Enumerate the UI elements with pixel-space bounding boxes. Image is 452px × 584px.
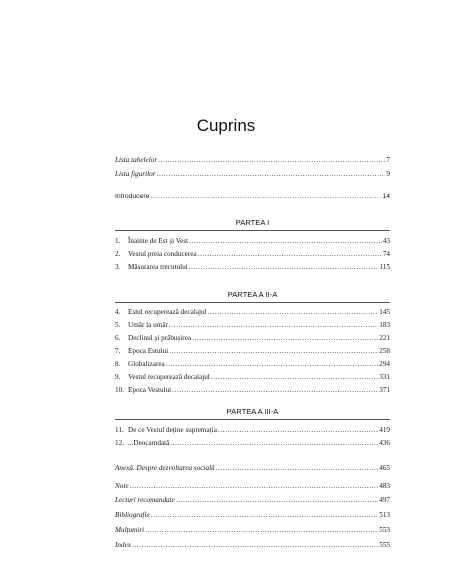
toc-entry-title: ...Deocamdată (128, 439, 170, 447)
toc-entry-page: 465 (379, 464, 390, 472)
toc-entry-title: Măsurarea trecutului (128, 263, 188, 271)
toc-entry-chapter[interactable] (115, 346, 390, 357)
toc-entry-chapter[interactable] (115, 333, 390, 344)
leader-dots (189, 236, 382, 247)
divider (115, 230, 390, 231)
divider (115, 419, 390, 420)
toc-entry-page: 7 (386, 156, 390, 164)
toc-entry-acknowledgements[interactable] (115, 525, 390, 536)
toc-entry-page: 513 (379, 511, 390, 519)
toc-entry-title: Bibliografie (115, 511, 150, 519)
toc-entry-chapter[interactable] (115, 249, 390, 260)
leader-dots (150, 191, 381, 202)
toc-entry-title: Note (115, 482, 129, 490)
toc-entry-page: 43 (382, 237, 390, 245)
toc-entry-title: Epoca Estului (128, 347, 169, 355)
leader-dots (151, 510, 378, 521)
leader-dots (145, 525, 378, 536)
toc-entry-title: Introducere (115, 193, 150, 200)
toc-entry-chapter[interactable] (115, 372, 390, 383)
chapter-number: 1. (115, 237, 121, 245)
toc-entry-recommended-reading[interactable] (115, 495, 390, 506)
toc-entry-title: Mulțumiri (115, 526, 145, 534)
toc-entry-page: 294 (379, 360, 390, 368)
chapter-number: 10. (115, 386, 124, 394)
toc-entry-bibliography[interactable] (115, 510, 390, 521)
toc-entry-title: Lista tabelelor (115, 156, 158, 164)
toc-entry-page: 419 (379, 426, 390, 434)
toc-entry-chapter[interactable] (115, 425, 390, 436)
leader-dots (166, 359, 379, 370)
chapter-number: 5. (115, 321, 121, 329)
chapter-number: 8. (115, 360, 121, 368)
leader-dots (218, 425, 378, 436)
chapter-number: 12. (115, 439, 124, 447)
toc-entry-appendix[interactable] (115, 463, 390, 474)
leader-dots (158, 155, 385, 166)
leader-dots (211, 372, 378, 383)
toc-entry-page: 436 (379, 439, 390, 447)
leader-dots (130, 481, 379, 492)
part-heading-2: PARTEA A II-A (227, 290, 278, 299)
toc-entry-page: 371 (379, 386, 390, 394)
divider (115, 302, 390, 303)
toc-entry-title: Vestul preia conducerea (128, 250, 197, 258)
chapter-number: 3. (115, 263, 121, 271)
chapter-number: 6. (115, 334, 121, 342)
toc-entry-page: 258 (379, 347, 390, 355)
toc-entry-index[interactable] (115, 540, 390, 551)
chapter-number: 4. (115, 308, 121, 316)
toc-entry-chapter[interactable] (115, 359, 390, 370)
leader-dots (157, 169, 386, 180)
toc-entry-chapter[interactable] (115, 385, 390, 396)
toc-entry-page: 74 (382, 250, 390, 258)
toc-entry-title: Vestul recuperează decalajul (128, 373, 210, 381)
toc-entry-page: 221 (379, 334, 390, 342)
chapter-number: 11. (115, 426, 124, 434)
toc-entry-chapter[interactable] (115, 262, 390, 273)
leader-dots (132, 540, 378, 551)
toc-entry-title: Index (115, 541, 131, 549)
leader-dots (208, 307, 379, 318)
toc-entry-title: Estul recuperează decalajul (128, 308, 207, 316)
toc-entry-page: 9 (386, 170, 390, 178)
leader-dots (169, 320, 378, 331)
chapter-number: 7. (115, 347, 121, 355)
toc-entry-title: De ce Vestul deține supremația (128, 426, 217, 434)
chapter-number: 2. (115, 250, 121, 258)
chapter-number: 9. (115, 373, 121, 381)
toc-entry-list-of-figures[interactable] (115, 169, 390, 180)
part-heading-1: PARTEA I (235, 218, 270, 227)
toc-entry-page: 483 (379, 482, 390, 490)
toc-entry-page: 331 (379, 373, 390, 381)
toc-entry-notes[interactable] (115, 481, 390, 492)
page-title: Cuprins (196, 116, 256, 135)
toc-entry-list-of-tables[interactable] (115, 155, 390, 166)
toc-entry-title: Anexă. Despre dezvoltarea socială (115, 464, 215, 472)
toc-entry-chapter[interactable] (115, 438, 390, 449)
part-heading-3: PARTEA A III-A (226, 407, 279, 416)
leader-dots (216, 463, 379, 474)
toc-entry-page: 14 (382, 193, 390, 200)
toc-entry-introduction[interactable] (115, 191, 390, 202)
leader-dots (198, 249, 382, 260)
toc-entry-page: 553 (379, 526, 390, 534)
toc-entry-page: 183 (379, 321, 390, 329)
toc-entry-page: 497 (379, 496, 390, 504)
toc-entry-chapter[interactable] (115, 320, 390, 331)
leader-dots (169, 346, 378, 357)
toc-entry-title: Înainte de Est și Vest (128, 237, 189, 245)
leader-dots (170, 438, 378, 449)
leader-dots (176, 495, 378, 506)
toc-entry-title: Lecturi recomandate (115, 496, 175, 504)
toc-entry-title: Globalizarea (128, 360, 165, 368)
toc-entry-title: Umăr la umăr (128, 321, 168, 329)
toc-entry-chapter[interactable] (115, 307, 390, 318)
toc-entry-title: Lista figurilor (115, 170, 156, 178)
leader-dots (172, 385, 378, 396)
toc-entry-page: 115 (379, 263, 390, 271)
toc-entry-page: 555 (379, 541, 390, 549)
leader-dots (189, 262, 379, 273)
toc-entry-title: Declinul și prăbușirea (128, 334, 192, 342)
toc-entry-chapter[interactable] (115, 236, 390, 247)
toc-entry-page: 145 (379, 308, 390, 316)
toc-entry-title: Epoca Vestului (128, 386, 172, 394)
leader-dots (192, 333, 378, 344)
